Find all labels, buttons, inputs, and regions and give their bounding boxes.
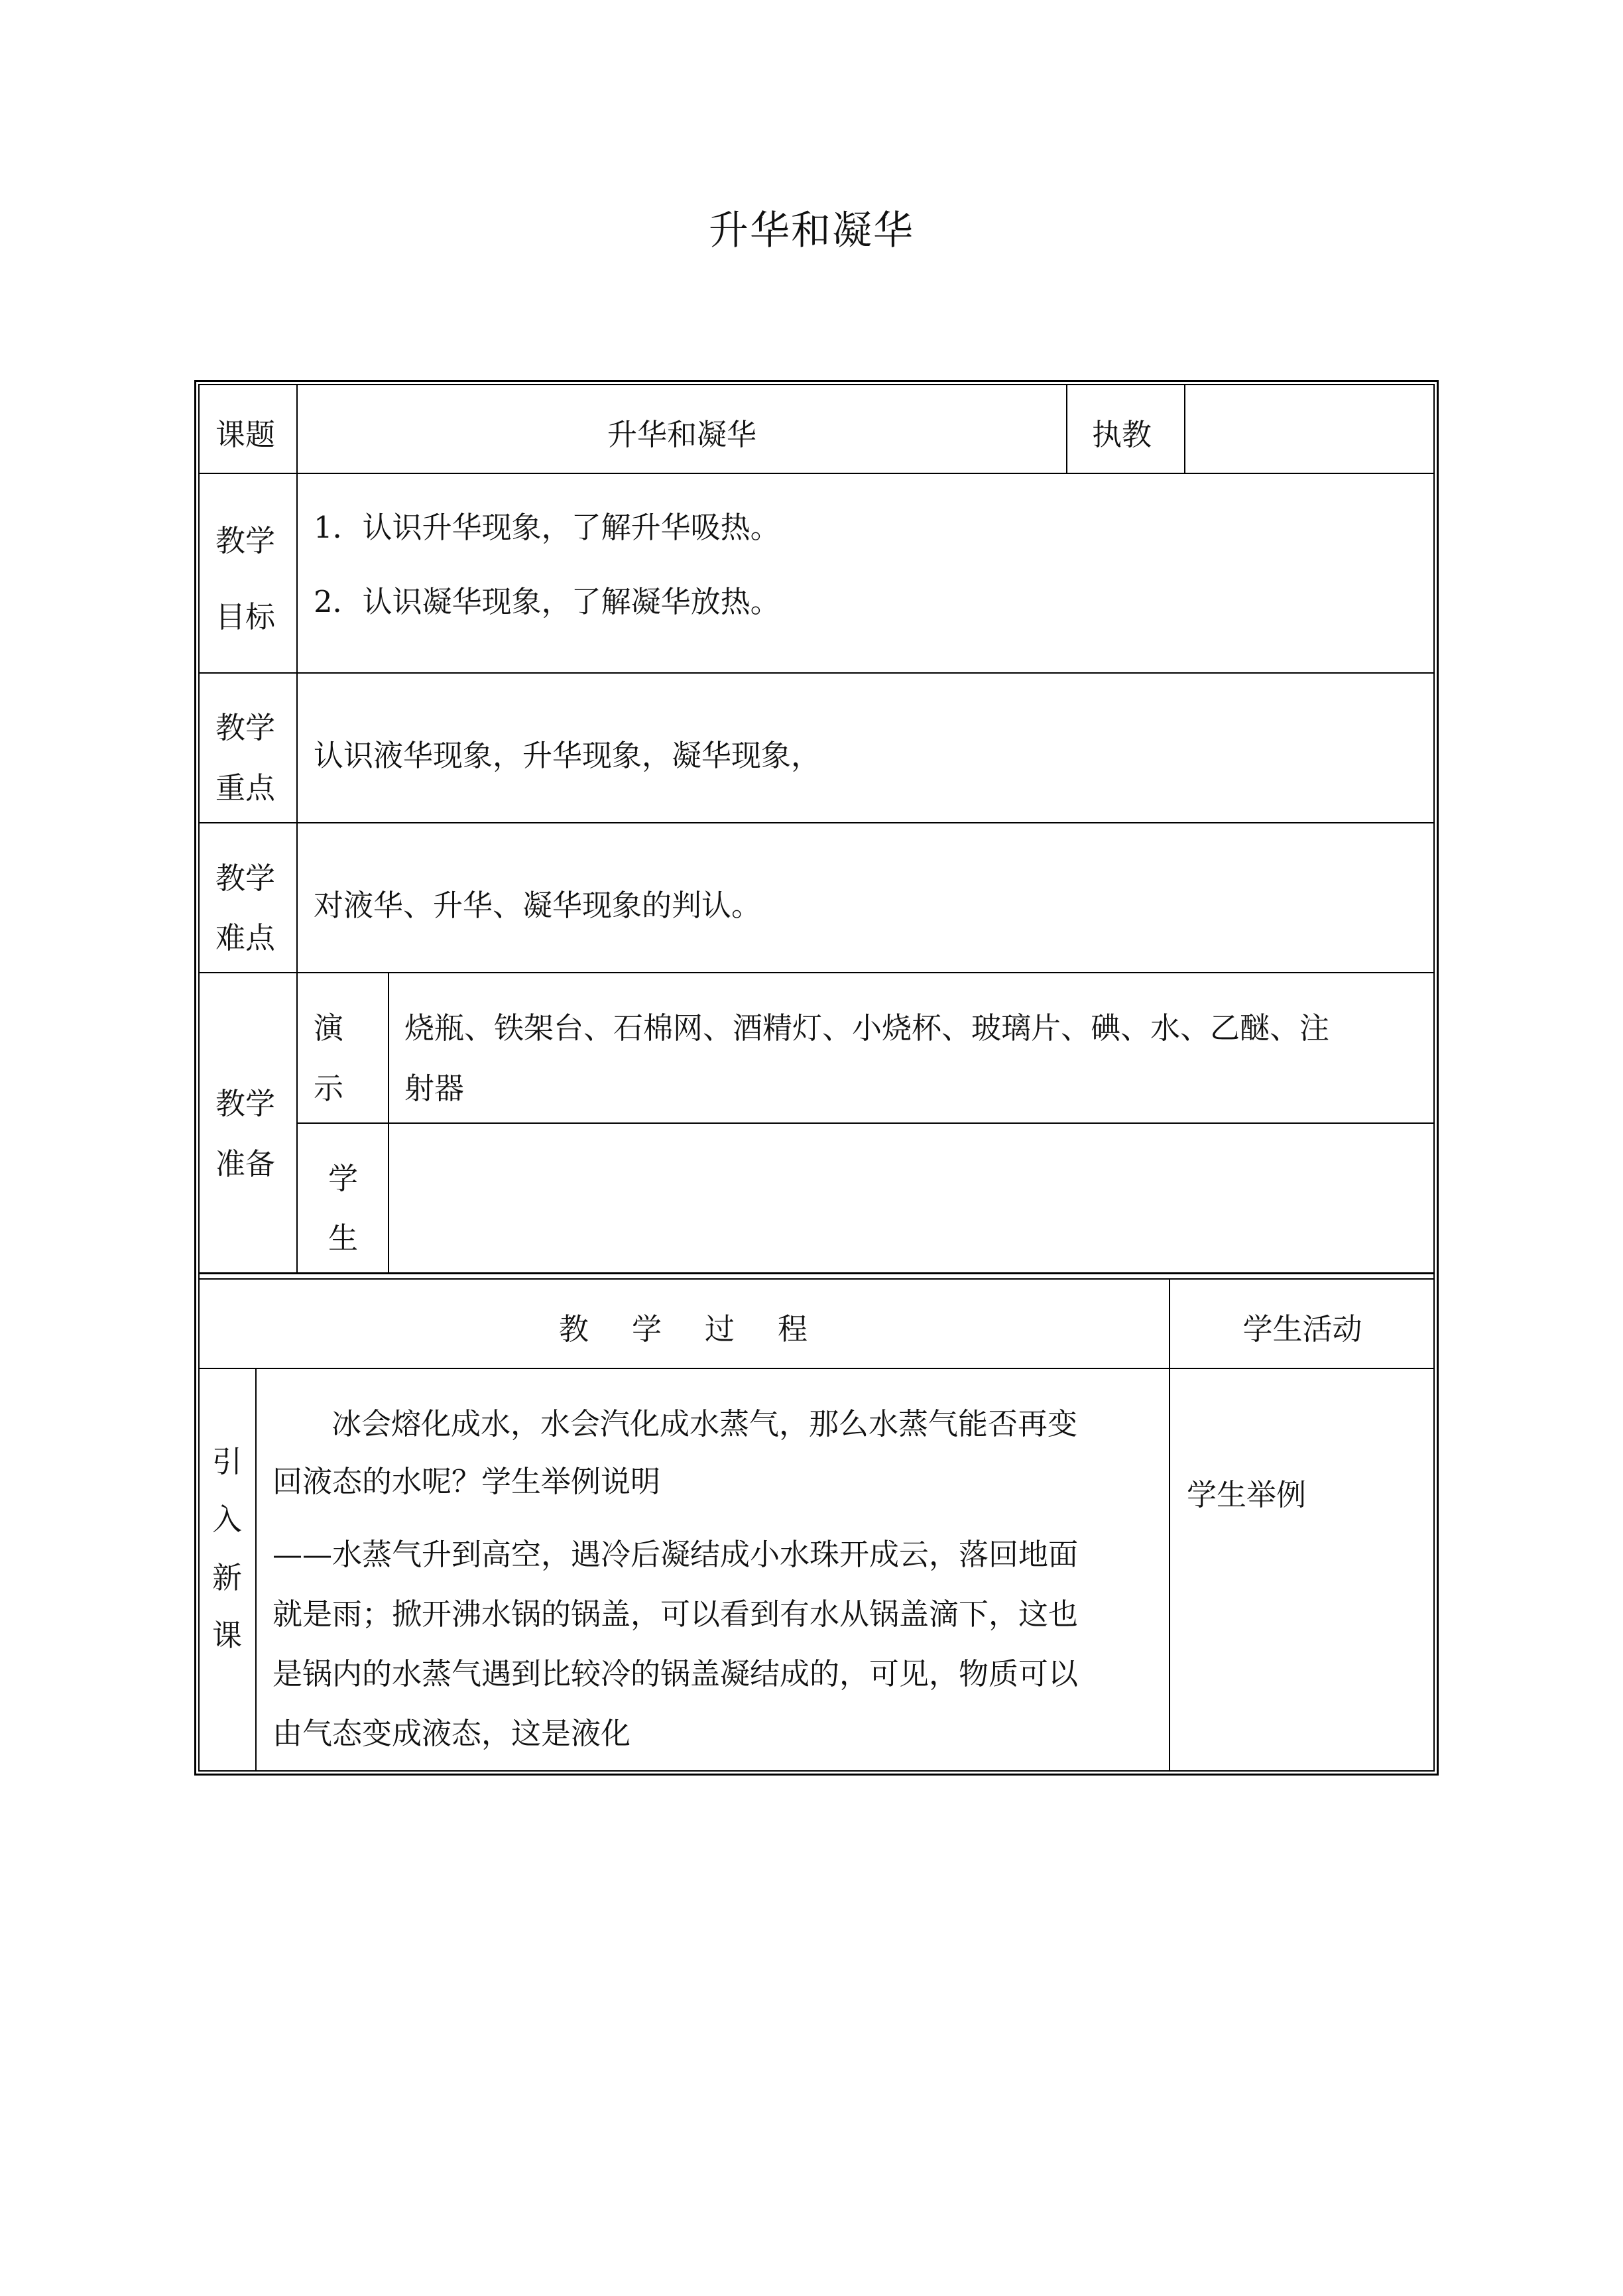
intro-paragraph-line: 冰会熔化成水，水会汽化成水蒸气，那么水蒸气能否再变 [331,1406,1078,1441]
key-points-label-line1: 教学 [215,710,276,745]
intro-paragraph-line: 就是雨；掀开沸水锅的锅盖，可以看到有水从锅盖滴下，这也 [272,1597,1079,1632]
section-divider [198,1272,1435,1274]
row-divider [198,473,1435,474]
intro-label-char: 课 [212,1618,243,1653]
objectives-label-line1: 教学 [215,523,276,558]
preparation-label-line2: 准备 [215,1146,276,1181]
difficulties-label-line1: 教学 [215,861,276,896]
column-divider [1066,384,1067,473]
demo-materials-line1: 烧瓶、铁架台、石棉网、酒精灯、小烧杯、玻璃片、碘、水、乙醚、注 [404,1010,1330,1046]
row-divider [198,1368,1435,1369]
column-divider [388,972,389,1272]
activity-header: 学生活动 [1242,1311,1362,1347]
demo-label-line2: 示 [314,1071,344,1106]
objectives-label-line2: 目标 [215,599,276,634]
row-divider [198,822,1435,823]
column-divider [1169,1278,1170,1772]
demo-label-line1: 演 [314,1010,344,1046]
difficulties-text: 对液华、升华、凝华现象的判认。 [314,888,762,923]
topic-label: 课题 [215,417,276,452]
column-divider [296,384,298,1272]
teacher-label: 执教 [1092,417,1152,452]
intro-paragraph-line: 是锅内的水蒸气遇到比较冷的锅盖凝结成的，可见，物质可以 [272,1656,1079,1691]
difficulties-label-line2: 难点 [215,920,276,955]
section-divider [198,1278,1435,1280]
intro-paragraph-line: ——水蒸气升到高空，遇冷后凝结成小水珠开成云，落回地面 [272,1537,1079,1572]
student-activity-text: 学生举例 [1187,1477,1307,1512]
column-divider [255,1368,257,1772]
process-header-char: 程 [778,1311,808,1347]
intro-label-char: 引 [212,1444,243,1479]
row-divider [198,672,1435,674]
intro-label-char: 新 [212,1560,243,1595]
key-points-label-line2: 重点 [215,770,276,806]
row-divider [198,972,1435,973]
objective-item-2: 2．认识凝华现象，了解凝华放热。 [314,584,780,619]
page-title: 升华和凝华 [709,208,914,254]
demo-materials-line2: 射器 [404,1071,465,1106]
process-header-char: 学 [632,1311,662,1347]
column-divider [1184,384,1185,473]
student-label-line2: 生 [328,1221,359,1256]
intro-paragraph-line: 回液态的水呢？学生举例说明 [272,1464,661,1499]
student-label-line1: 学 [328,1161,359,1196]
topic-value: 升华和凝华 [607,417,756,452]
objective-item-1: 1．认识升华现象，了解升华吸热。 [314,510,780,545]
intro-paragraph-line: 由气态变成液态，这是液化 [272,1716,631,1751]
key-points-text: 认识液华现象，升华现象，凝华现象， [314,738,821,773]
process-header-char: 过 [705,1311,735,1347]
preparation-label-line1: 教学 [215,1086,276,1121]
process-header-char: 教 [559,1311,589,1347]
intro-label-char: 入 [212,1502,243,1537]
row-divider [296,1122,1435,1124]
